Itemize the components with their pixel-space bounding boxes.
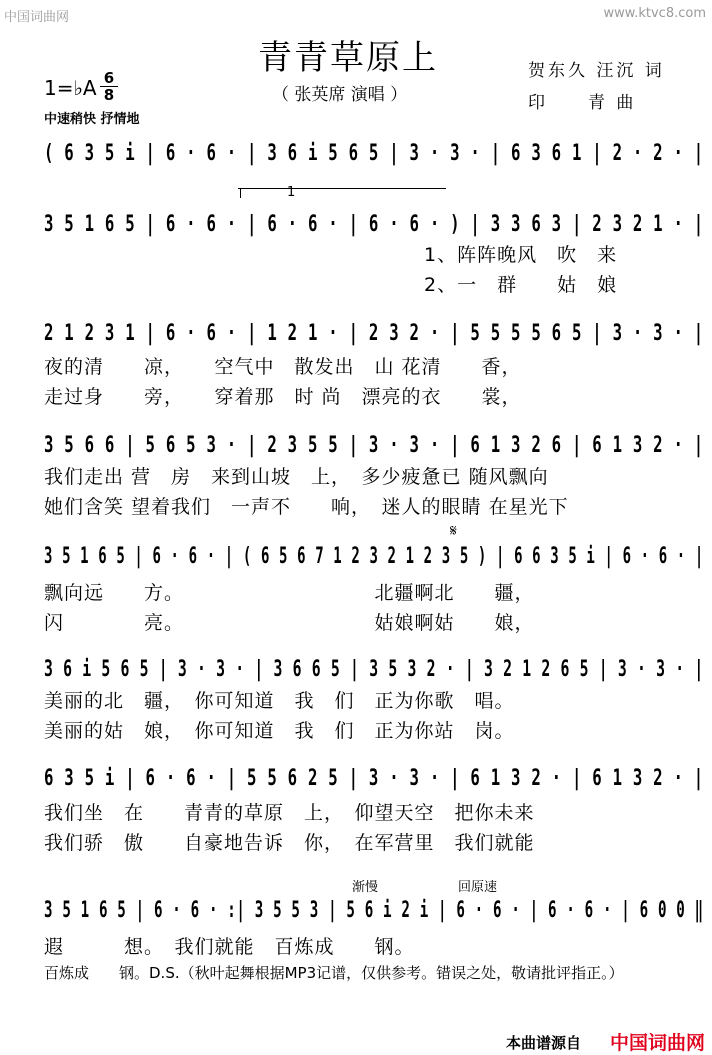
footer-source-label: 本曲谱源自 <box>506 1034 582 1052</box>
segno-sign: 𝄋 <box>450 521 457 540</box>
lyric-row-6-verse-2: 美丽的姑 娘， 你可知道 我 们 正为你站 岗。 <box>44 720 515 742</box>
lyric-row-8-verse-1: 遐 想。 我们就能 百炼成 钢。 <box>44 936 415 958</box>
lyric-row-4-verse-1: 我们走出 营 房 来到山坡 上， 多少疲惫已 随风飘向 <box>44 466 549 488</box>
notes-row-5: 3 5 1 6 5 | 6 · 6 · | ( 6 5 6 7 1 2 3 2 1 2 3 5 ) | 6 6 3 5 i | 6 · 6 · | <box>44 544 704 569</box>
notes-row-1: ( 6 3 5 i | 6 · 6 · | 3 6 i 5 6 5 | 3 · 3 · | 6 3 6 1 | 2 · 2 · | <box>44 141 704 166</box>
lyric-row-7-verse-1: 我们坐 在 青青的草原 上， 仰望天空 把你未来 <box>44 802 535 824</box>
notes-row-8: 3 5 1 6 5 | 6 · 6 · :| 3 5 5 3 | 5 6 i 2 i | 6 · 6 · | 6 · 6 · | 6 0 0 ‖ <box>44 898 704 923</box>
notes-row-2: 3 5 1 6 5 | 6 · 6 · | 6 · 6 · | 6 · 6 · ) | 3 3 6 3 | 2 3 2 1 · | <box>44 212 704 237</box>
volta-number: 1 <box>287 185 296 200</box>
lyric-row-8-verse-2: 百炼成 钢。D.S.（秋叶起舞根据MP3记谱，仅供参考。错误之处，敬请批评指正。） <box>44 964 624 982</box>
time-top: 6 <box>103 69 115 87</box>
notes-row-6: 3 6 i 5 6 5 | 3 · 3 · | 3 6 6 5 | 3 5 3 2 · | 3 2 1 2 6 5 | 3 · 3 · | <box>44 657 704 682</box>
lyric-row-6-verse-1: 美丽的北 疆， 你可知道 我 们 正为你歌 唱。 <box>44 690 515 712</box>
lyricist-credit: 贺东久 汪沉 词 <box>528 61 665 81</box>
volta-bracket <box>238 188 446 189</box>
lyric-row-2-verse-1: 1、阵阵晚风 吹 来 <box>424 244 618 266</box>
lyric-row-3-verse-2: 走过身 旁， 穿着那 时 尚 漂亮的衣 裳， <box>44 386 522 408</box>
time-signature <box>100 70 118 103</box>
singer-credit: （ 张英席 演唱 ） <box>272 85 408 105</box>
marking-resume: 回原速 <box>458 880 498 895</box>
notes-row-4: 3 5 6 6 | 5 6 5 3 · | 2 3 5 5 | 3 · 3 · | 6 1 3 2 6 | 6 1 3 2 · | <box>44 433 704 458</box>
time-bottom: 8 <box>100 86 118 103</box>
key-signature: 1=♭A <box>44 76 97 100</box>
lyric-row-4-verse-2: 她们含笑 望着我们 一声不 响， 迷人的眼睛 在星光下 <box>44 496 569 518</box>
tempo-marking: 中速稍快 抒情地 <box>44 112 140 127</box>
lyric-row-7-verse-2: 我们骄 傲 自豪地告诉 你， 在军营里 我们就能 <box>44 832 535 854</box>
song-title: 青青草原上 <box>258 38 438 78</box>
lyric-row-3-verse-1: 夜的清 凉， 空气中 散发出 山 花清 香， <box>44 356 522 378</box>
lyric-row-5-verse-1: 飘向远 方。 北疆啊北 疆， <box>44 582 535 604</box>
notes-row-3: 2 1 2 3 1 | 6 · 6 · | 1 2 1 · | 2 3 2 · | 5 5 5 5 6 5 | 3 · 3 · | <box>44 321 704 346</box>
notes-row-7: 6 3 5 i | 6 · 6 · | 5 5 6 2 5 | 3 · 3 · | 6 1 3 2 · | 6 1 3 2 · | <box>44 766 704 791</box>
marking-slow: 渐慢 <box>352 880 379 895</box>
watermark-left: 中国词曲网 <box>4 10 70 25</box>
lyric-row-2-verse-2: 2、一 群 姑 娘 <box>424 274 618 296</box>
lyric-row-5-verse-2: 闪 亮。 姑娘啊姑 娘， <box>44 612 535 634</box>
composer-credit: 印 青 曲 <box>528 93 637 113</box>
footer-site-link[interactable]: 中国词曲网 <box>610 1032 706 1054</box>
watermark-right: www.ktvc8.com <box>603 6 706 21</box>
